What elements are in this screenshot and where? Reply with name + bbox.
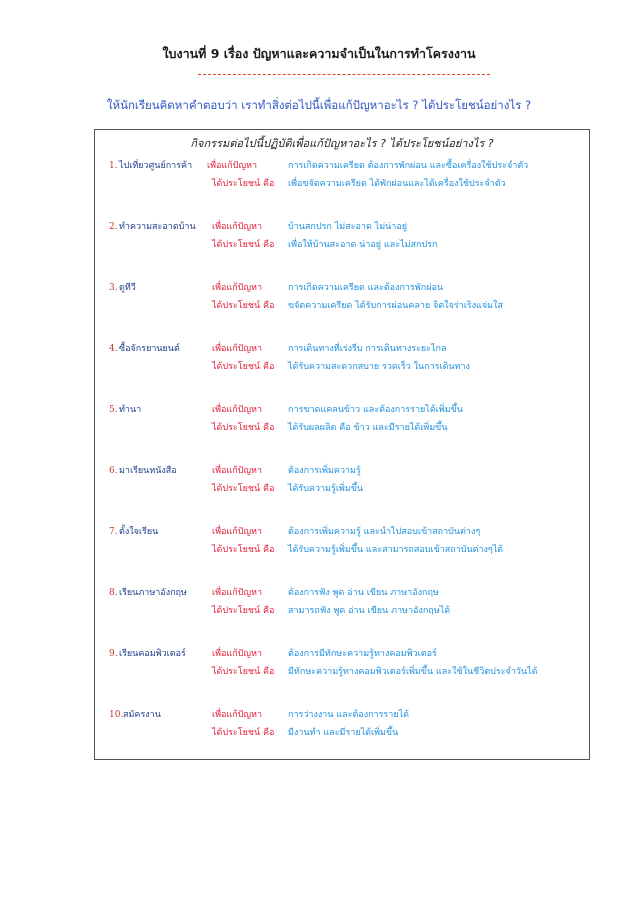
benefit-text: ขจัดความเครียด ได้รับการผ่อนคลาย จิตใจร่าเริงแจ่มใส bbox=[288, 301, 503, 311]
item-number: 8. bbox=[109, 588, 118, 598]
activity-name: ไปเที่ยวศูนย์การค้า bbox=[119, 161, 193, 171]
problem-text: บ้านสกปรก ไม่สะอาด ไม่น่าอยู่ bbox=[288, 222, 408, 232]
benefit-text: สามารถฟัง พูด อ่าน เขียน ภาษาอังกฤษได้ bbox=[288, 606, 451, 616]
list-item bbox=[95, 402, 589, 438]
problem-text: การขาดแคลนข้าว และต้องการรายได้เพิ่มขึ้น bbox=[288, 405, 463, 415]
item-number: 4. bbox=[109, 344, 118, 354]
list-item bbox=[95, 463, 589, 499]
benefit-text: เพื่อขจัดความเครียด ได้พักผ่อนและได้เครื่องใช้ประจำตัว bbox=[288, 179, 506, 189]
item-number: 5. bbox=[109, 405, 118, 415]
problem-label: เพื่อแก้ปัญหา bbox=[212, 344, 263, 354]
activity-name: เรียนภาษาอังกฤษ bbox=[119, 588, 187, 598]
activity-name: ทำนา bbox=[119, 405, 142, 415]
benefit-label: ได้ประโยชน์ คือ bbox=[212, 240, 275, 250]
problem-text: ต้องการฟัง พูด อ่าน เขียน ภาษาอังกฤษ bbox=[288, 588, 439, 598]
problem-label: เพื่อแก้ปัญหา bbox=[212, 466, 263, 476]
problem-text: การเกิดความเครียด ต้องการพักผ่อน และซื้อเครื่องใช้ประจำตัว bbox=[288, 161, 529, 171]
instruction-text: ให้นักเรียนคิดหาคำตอบว่า เราทำสิ่งต่อไปนี้เพื่อแก้ปัญหาอะไร ? ได้ประโยชน์อย่างไร ? bbox=[106, 98, 532, 112]
benefit-text: ได้รับผลผลิต คือ ข้าว และมีรายได้เพิ่มขึ้น bbox=[288, 423, 448, 433]
item-number: 9. bbox=[109, 649, 118, 659]
problem-text: การเดินทางที่เร่งรีบ การเดินทางระยะไกล bbox=[288, 344, 447, 354]
benefit-text: ได้รับความสะดวกสบาย รวดเร็ว ในการเดินทาง bbox=[288, 362, 470, 372]
benefit-label: ได้ประโยชน์ คือ bbox=[212, 667, 275, 677]
benefit-label: ได้ประโยชน์ คือ bbox=[212, 301, 275, 311]
item-number: 3. bbox=[109, 283, 118, 293]
worksheet-title: ใบงานที่ 9 เรื่อง ปัญหาและความจำเป็นในการทำโครงงาน bbox=[162, 46, 476, 61]
list-item bbox=[95, 219, 589, 255]
item-number: 2. bbox=[109, 222, 118, 232]
problem-text: ต้องการมีทักษะความรู้ทางคอมพิวเตอร์ bbox=[288, 649, 437, 659]
benefit-label: ได้ประโยชน์ คือ bbox=[212, 728, 275, 738]
list-item bbox=[95, 524, 589, 560]
title-divider bbox=[198, 74, 490, 75]
activity-name: มาเรียนหนังสือ bbox=[119, 466, 177, 476]
list-item bbox=[95, 280, 589, 316]
activity-table bbox=[94, 129, 590, 760]
problem-text: การว่างงาน และต้องการรายได้ bbox=[288, 710, 409, 720]
benefit-text: ได้รับความรู้เพิ่มขึ้น bbox=[288, 484, 364, 494]
activity-name: ทำความสะอาดบ้าน bbox=[119, 222, 196, 232]
list-item bbox=[95, 341, 589, 377]
benefit-text: เพื่อให้บ้านสะอาด น่าอยู่ และไม่สกปรก bbox=[288, 240, 438, 250]
list-item bbox=[95, 707, 589, 743]
benefit-text: ได้รับความรู้เพิ่มขึ้น และสามารถสอบเข้าสถาบันต่างๆได้ bbox=[288, 545, 504, 555]
benefit-label: ได้ประโยชน์ คือ bbox=[212, 179, 275, 189]
item-number: 6. bbox=[109, 466, 118, 476]
activity-name: ดูทีวี bbox=[119, 283, 136, 293]
item-number: 1. bbox=[109, 161, 118, 171]
problem-label: เพื่อแก้ปัญหา bbox=[207, 161, 258, 171]
problem-label: เพื่อแก้ปัญหา bbox=[212, 710, 263, 720]
list-item bbox=[95, 158, 589, 194]
activity-name: ซื้อจักรยานยนต์ bbox=[119, 344, 180, 354]
problem-text: ต้องการเพิ่มความรู้ bbox=[288, 466, 361, 476]
benefit-label: ได้ประโยชน์ คือ bbox=[212, 606, 275, 616]
list-item bbox=[95, 646, 589, 682]
benefit-label: ได้ประโยชน์ คือ bbox=[212, 545, 275, 555]
problem-label: เพื่อแก้ปัญหา bbox=[212, 283, 263, 293]
problem-label: เพื่อแก้ปัญหา bbox=[212, 527, 263, 537]
problem-text: การเกิดความเครียด และต้องการพักผ่อน bbox=[288, 283, 444, 293]
item-number: 7. bbox=[109, 527, 118, 537]
benefit-text: มีทักษะความรู้ทางคอมพิวเตอร์เพิ่มขึ้น และใช้ในชีวิตประจำวันได้ bbox=[288, 667, 538, 677]
benefit-label: ได้ประโยชน์ คือ bbox=[212, 484, 275, 494]
problem-label: เพื่อแก้ปัญหา bbox=[212, 222, 263, 232]
problem-label: เพื่อแก้ปัญหา bbox=[212, 649, 263, 659]
table-heading: กิจกรรมต่อไปนี้ปฏิบัติเพื่อแก้ปัญหาอะไร ? ได้ประโยชน์อย่างไร ? bbox=[190, 137, 494, 150]
benefit-text: มีงานทำ และมีรายได้เพิ่มขึ้น bbox=[288, 728, 399, 738]
list-item bbox=[95, 585, 589, 621]
problem-label: เพื่อแก้ปัญหา bbox=[212, 588, 263, 598]
item-number: 10. bbox=[109, 710, 124, 720]
problem-text: ต้องการเพิ่มความรู้ และนำไปสอบเข้าสถาบันต่างๆ bbox=[288, 527, 481, 537]
activity-name: ตั้งใจเรียน bbox=[119, 527, 159, 537]
problem-label: เพื่อแก้ปัญหา bbox=[212, 405, 263, 415]
benefit-label: ได้ประโยชน์ คือ bbox=[212, 423, 275, 433]
benefit-label: ได้ประโยชน์ คือ bbox=[212, 362, 275, 372]
activity-name: สมัครงาน bbox=[123, 710, 161, 720]
activity-name: เรียนคอมพิวเตอร์ bbox=[119, 649, 186, 659]
